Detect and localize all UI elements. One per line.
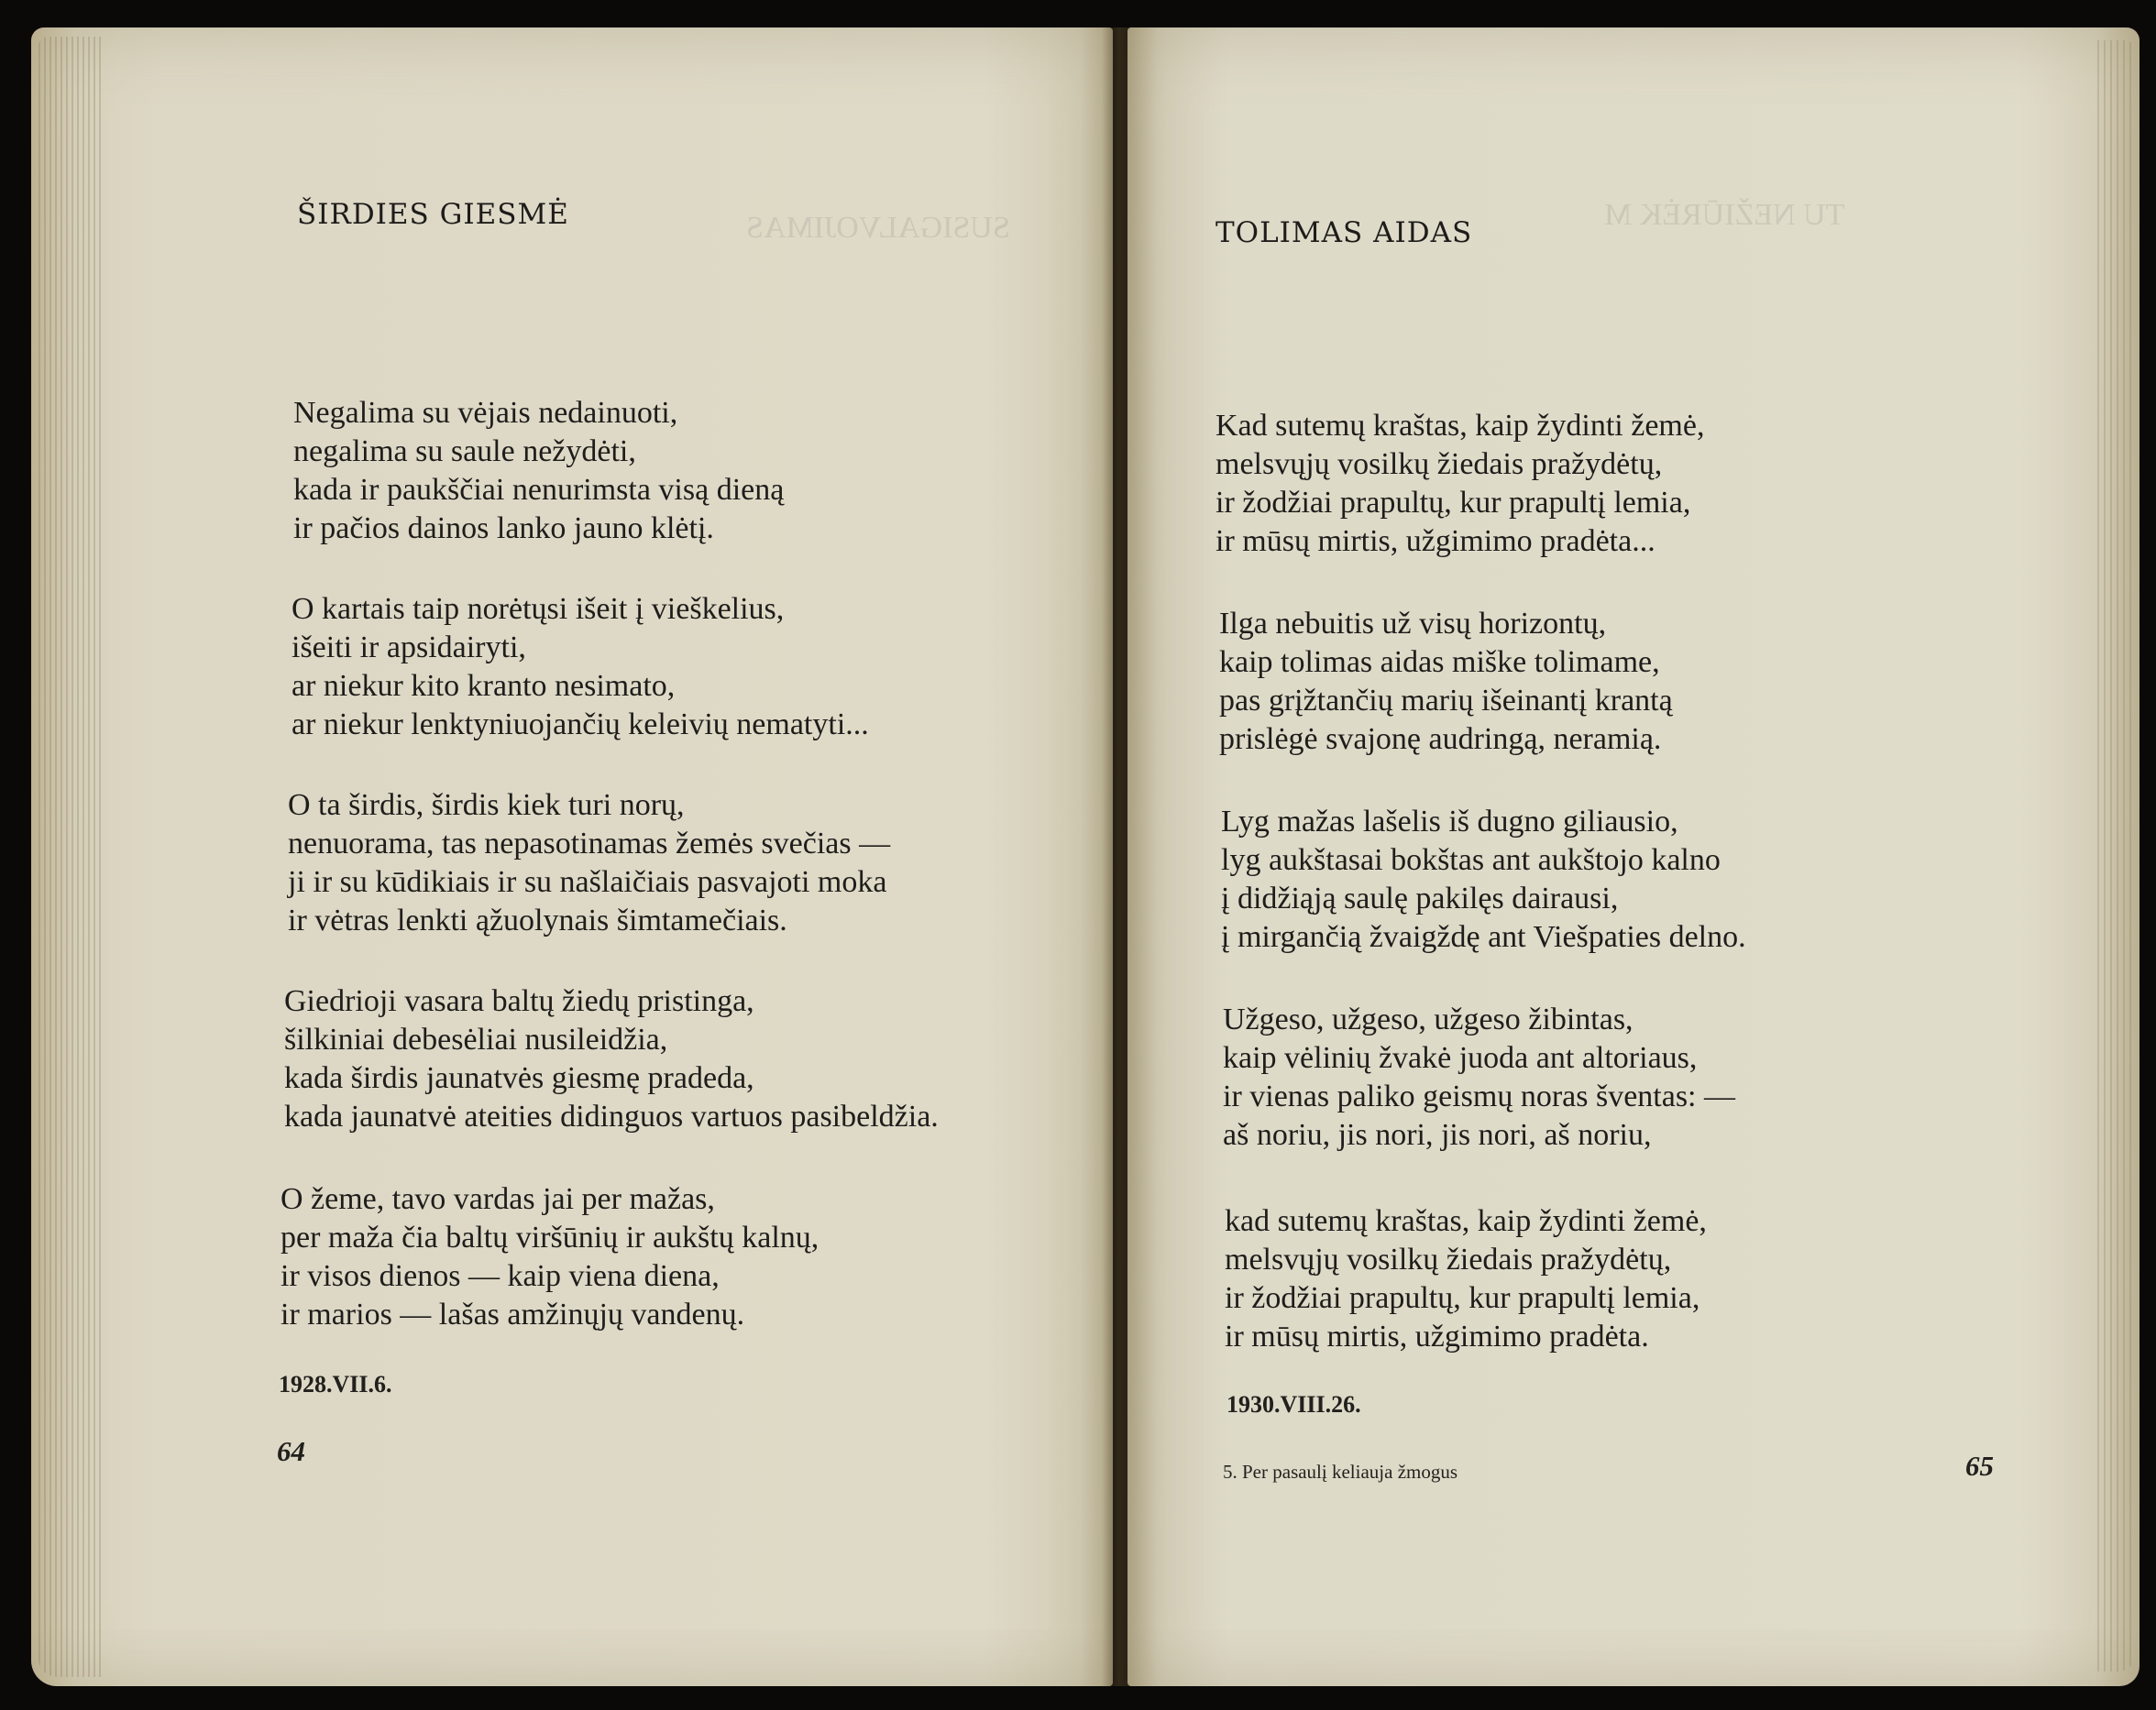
- poem-line: negalima su saule nežydėti,: [293, 434, 636, 468]
- stanza: [1219, 605, 1673, 759]
- stanza: [1223, 1001, 1735, 1155]
- poem-line: kada ir paukščiai nenurimsta visą dieną: [293, 473, 785, 507]
- poem-line: ir pačios dainos lanko jauno klėtį.: [293, 511, 714, 545]
- poem-line: O kartais taip norėtųsi išeit į vieškelius,: [292, 592, 785, 626]
- poem-date: 1930.VIII.26.: [1226, 1391, 1361, 1418]
- poem-line: į didžiąją saulę pakilęs dairausi,: [1221, 882, 1619, 915]
- poem-line: šilkiniai debesėliai nusileidžia,: [284, 1023, 668, 1057]
- poem-line: ir mūsų mirtis, užgimimo pradėta...: [1216, 524, 1656, 558]
- poem-line: kada jaunatvė ateities didinguos vartuos pasibeldžia.: [284, 1100, 939, 1134]
- poem-line: ir marios — lašas amžinųjų vandenų.: [280, 1298, 745, 1332]
- poem-line: ir mūsų mirtis, užgimimo pradėta.: [1225, 1320, 1649, 1354]
- left-page: [31, 27, 1113, 1686]
- poem-line: ir visos dienos — kaip viena diena,: [280, 1259, 720, 1293]
- page-number: 65: [1965, 1450, 1994, 1482]
- stanza: [293, 394, 784, 548]
- poem-line: Kad sutemų kraštas, kaip žydinti žemė,: [1216, 409, 1705, 443]
- poem-line: Užgeso, užgeso, užgeso žibintas,: [1223, 1003, 1634, 1036]
- poem-line: ir žodžiai prapultų, kur prapultį lemia,: [1225, 1281, 1700, 1315]
- poem-line: kad sutemų kraštas, kaip žydinti žemė,: [1225, 1204, 1707, 1238]
- poem-line: ar niekur kito kranto nesimato,: [292, 669, 676, 703]
- poem-line: aš noriu, jis nori, jis nori, aš noriu,: [1223, 1118, 1652, 1152]
- poem-line: Lyg mažas lašelis iš dugno giliausio,: [1221, 805, 1678, 839]
- poem-line: kaip vėlinių žvakė juoda ant altoriaus,: [1223, 1041, 1698, 1075]
- stanza: [1216, 407, 1704, 561]
- poem-line: kada širdis jaunatvės giesmę pradeda,: [284, 1061, 754, 1095]
- stanza: [1225, 1202, 1707, 1356]
- poem-line: ir žodžiai prapultų, kur prapultį lemia,: [1216, 486, 1691, 520]
- poem-title: ŠIRDIES GIESMĖ: [297, 198, 569, 231]
- poem-line: O ta širdis, širdis kiek turi norų,: [288, 788, 685, 822]
- poem-line: O žeme, tavo vardas jai per mažas,: [280, 1182, 715, 1216]
- poem-line: melsvųjų vosilkų žiedais pražydėtų,: [1216, 447, 1663, 481]
- poem-line: išeiti ir apsidairyti,: [292, 630, 526, 664]
- poem-title: TOLIMAS AIDAS: [1216, 216, 1473, 249]
- poem-line: per maža čia baltų viršūnių ir aukštų kalnų,: [280, 1221, 820, 1255]
- poem-line: lyg aukštasai bokštas ant aukštojo kalno: [1221, 843, 1721, 877]
- poem-line: Negalima su vėjais nedainuoti,: [293, 396, 678, 430]
- stanza: [280, 1180, 819, 1334]
- poem-line: Ilga nebuitis už visų horizontų,: [1219, 607, 1607, 641]
- poem-line: į mirgančią žvaigždę ant Viešpaties delno.: [1221, 920, 1746, 954]
- poem-line: Giedrioji vasara baltų žiedų pristinga,: [284, 984, 754, 1018]
- book-title-footer: 5. Per pasaulį keliauja žmogus: [1223, 1461, 1458, 1483]
- poem-line: kaip tolimas aidas miške tolimame,: [1219, 645, 1660, 679]
- poem-date: 1928.VII.6.: [279, 1371, 392, 1398]
- poem-line: pas grįžtančių marių išeinantį krantą: [1219, 684, 1673, 718]
- stanza: [1221, 803, 1746, 957]
- poem-line: nenuorama, tas nepasotinamas žemės svečias —: [288, 827, 891, 860]
- poem-line: ji ir su kūdikiais ir su našlaičiais pasvajoti moka: [288, 865, 887, 899]
- stanza: [288, 786, 890, 940]
- poem-line: ar niekur lenktyniuojančių keleivių nematyti...: [292, 707, 869, 741]
- poem-line: ir vienas paliko geismų noras šventas: —: [1223, 1080, 1736, 1113]
- right-page: [1128, 27, 2140, 1686]
- poem-line: ir vėtras lenkti ąžuolynais šimtamečiais.: [288, 904, 787, 937]
- bleed-through-text: SUSIGALVOJIMAS: [746, 211, 1010, 245]
- page-number: 64: [277, 1435, 305, 1467]
- bleed-through-text: TU NEŽIŪRĖK M: [1604, 198, 1845, 232]
- stanza: [292, 590, 869, 744]
- poem-line: melsvųjų vosilkų žiedais pražydėtų,: [1225, 1243, 1672, 1277]
- poem-line: prislėgė svajonę audringą, neramią.: [1219, 722, 1662, 756]
- open-book: [31, 27, 2140, 1686]
- stanza: [284, 982, 939, 1136]
